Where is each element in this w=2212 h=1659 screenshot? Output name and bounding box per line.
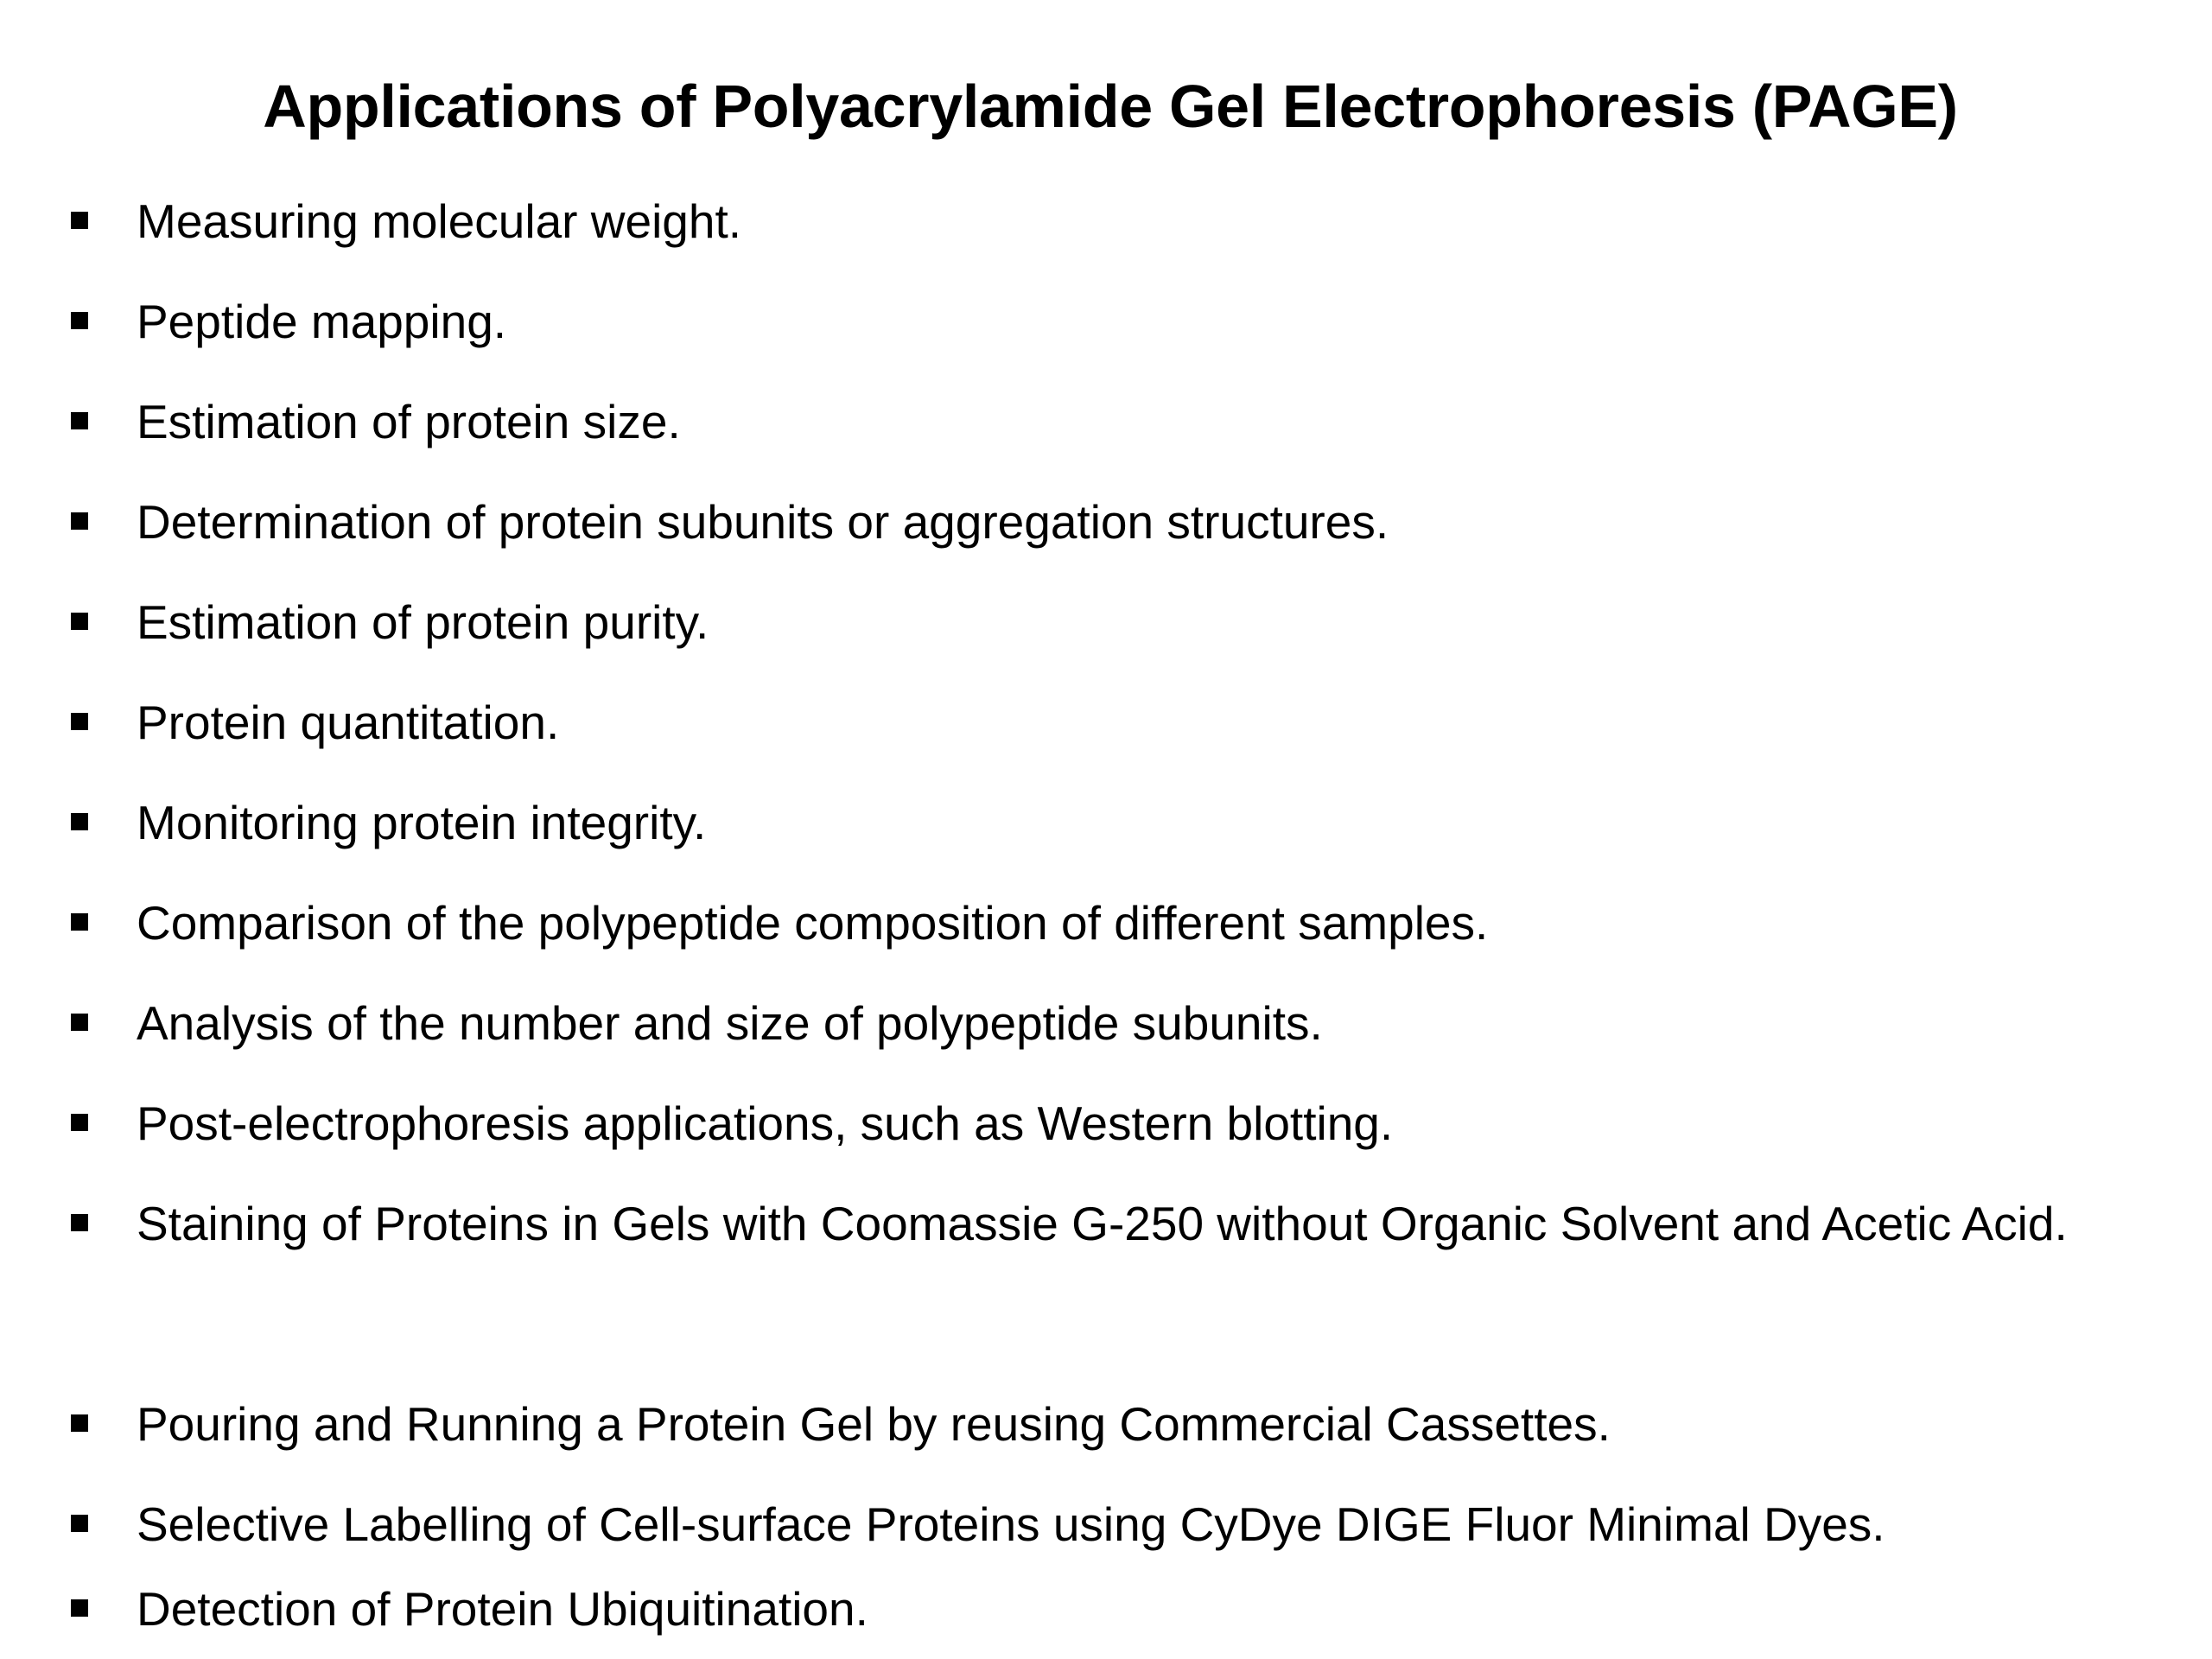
square-bullet-icon — [71, 613, 88, 630]
list-item — [137, 873, 2115, 973]
square-bullet-icon — [71, 713, 88, 730]
square-bullet-icon — [71, 913, 88, 931]
square-bullet-icon — [71, 1414, 88, 1432]
list-item-text: Post-electrophoresis applications, such as Western blotting. — [137, 1096, 1394, 1150]
list-item-text: Measuring molecular weight. — [137, 194, 742, 248]
list-item-text: Detection of Protein Ubiquitination. — [137, 1582, 868, 1636]
list-item-text: Selective Labelling of Cell-surface Proteins using CyDye DIGE Fluor Minimal Dyes. — [137, 1497, 1885, 1551]
square-bullet-icon — [71, 1114, 88, 1131]
list-item-text: Pouring and Running a Protein Gel by reusing Commercial Cassettes. — [137, 1397, 1611, 1451]
square-bullet-icon — [71, 412, 88, 429]
list-item — [137, 1073, 2115, 1173]
square-bullet-icon — [71, 312, 88, 329]
list-item-text: Monitoring protein integrity. — [137, 796, 707, 849]
list-item — [137, 1173, 2115, 1274]
square-bullet-icon — [71, 813, 88, 830]
list-item — [137, 1374, 2115, 1474]
list-item-text: Analysis of the number and size of polypeptide subunits. — [137, 996, 1323, 1050]
list-item-text: Protein quantitation. — [137, 696, 560, 749]
list-item — [137, 973, 2115, 1073]
list-item — [137, 472, 2115, 572]
list-item — [137, 672, 2115, 772]
list-item-text: Estimation of protein size. — [137, 395, 681, 448]
list-item-text: Staining of Proteins in Gels with Coomassie G-250 without Organic Solvent and Acetic Acid. — [137, 1197, 2068, 1250]
square-bullet-icon — [71, 512, 88, 530]
list-item — [137, 171, 2115, 271]
list-item — [137, 772, 2115, 873]
slide-title: Applications of Polyacrylamide Gel Electrophoresis (PAGE) — [263, 73, 1958, 140]
list-item — [137, 271, 2115, 372]
square-bullet-icon — [71, 1515, 88, 1532]
square-bullet-icon — [71, 212, 88, 229]
square-bullet-icon — [71, 1214, 88, 1231]
list-item-text: Estimation of protein purity. — [137, 595, 709, 649]
square-bullet-icon — [71, 1014, 88, 1031]
list-item-text: Peptide mapping. — [137, 295, 507, 348]
list-item-text: Determination of protein subunits or aggregation structures. — [137, 495, 1389, 549]
list-item — [137, 1559, 2115, 1659]
list-item — [137, 572, 2115, 672]
square-bullet-icon — [71, 1599, 88, 1617]
list-item — [137, 372, 2115, 472]
list-item-text: Comparison of the polypeptide composition of different samples. — [137, 896, 1489, 950]
